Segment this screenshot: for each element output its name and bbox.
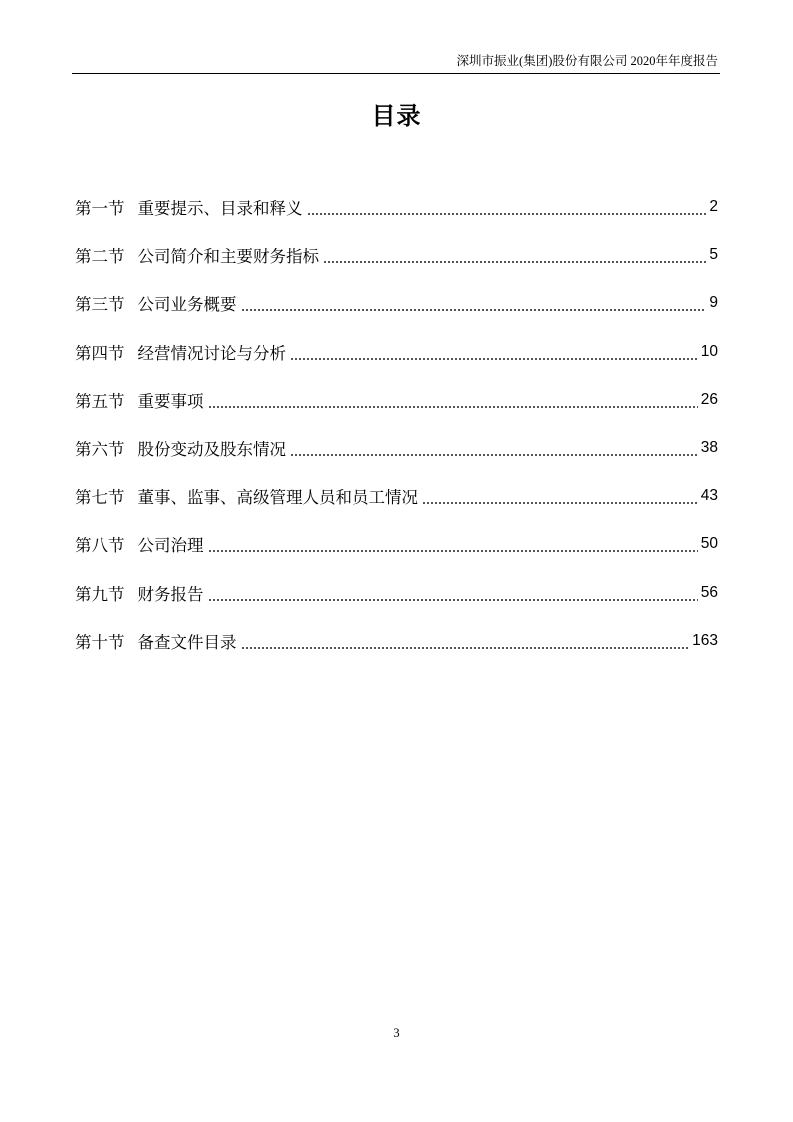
toc-entry[interactable] <box>75 376 718 424</box>
toc-entry-title: 经营情况讨论与分析 <box>137 343 286 363</box>
table-of-contents <box>75 183 718 665</box>
toc-section-label: 第二节 <box>75 247 125 267</box>
toc-entry[interactable] <box>75 569 718 617</box>
toc-section-label: 第五节 <box>75 391 125 411</box>
dot-leader <box>290 358 698 360</box>
toc-entry[interactable] <box>75 424 718 472</box>
toc-entry-title: 财务报告 <box>137 584 204 604</box>
header-divider <box>72 73 720 74</box>
toc-page-number: 26 <box>700 390 718 408</box>
dot-leader <box>241 647 690 649</box>
toc-entry[interactable] <box>75 279 718 327</box>
toc-entry-title: 公司简介和主要财务指标 <box>137 247 319 267</box>
dot-leader <box>422 502 698 504</box>
toc-section-label: 第三节 <box>75 295 125 315</box>
toc-page-number: 56 <box>700 583 718 601</box>
toc-section-label: 第九节 <box>75 584 125 604</box>
toc-entry[interactable] <box>75 520 718 568</box>
toc-page-number: 38 <box>700 439 718 457</box>
toc-entry[interactable] <box>75 231 718 279</box>
dot-leader <box>208 406 698 408</box>
dot-leader <box>208 599 698 601</box>
toc-section-label: 第七节 <box>75 488 125 508</box>
toc-entry-title: 股份变动及股东情况 <box>137 440 286 460</box>
toc-entry[interactable] <box>75 617 718 665</box>
toc-entry[interactable] <box>75 328 718 376</box>
toc-page-number: 50 <box>700 535 718 553</box>
toc-section-label: 第一节 <box>75 199 125 219</box>
page-title: 目录 <box>371 103 422 130</box>
toc-entry-title: 备查文件目录 <box>137 632 237 652</box>
toc-page-number: 43 <box>700 487 718 505</box>
toc-entry-title: 重要事项 <box>137 391 204 411</box>
toc-entry[interactable] <box>75 472 718 520</box>
report-header-title: 深圳市振业(集团)股份有限公司 2020年年度报告 <box>456 54 718 68</box>
dot-leader <box>307 213 707 215</box>
toc-entry-title: 重要提示、目录和释义 <box>137 199 303 219</box>
dot-leader <box>290 454 698 456</box>
toc-entry-title: 董事、监事、高级管理人员和员工情况 <box>137 488 418 508</box>
toc-section-label: 第四节 <box>75 343 125 363</box>
dot-leader <box>241 309 707 311</box>
toc-page-number: 9 <box>709 294 718 312</box>
toc-entry-title: 公司业务概要 <box>137 295 237 315</box>
toc-entry-title: 公司治理 <box>137 536 204 556</box>
toc-section-label: 第八节 <box>75 536 125 556</box>
toc-page-number: 163 <box>692 631 718 649</box>
toc-page-number: 5 <box>709 246 718 264</box>
dot-leader <box>208 550 698 552</box>
page-number: 3 <box>393 1026 400 1040</box>
toc-page-number: 2 <box>709 198 718 216</box>
dot-leader <box>323 261 706 263</box>
toc-entry[interactable] <box>75 183 718 231</box>
toc-section-label: 第六节 <box>75 440 125 460</box>
toc-page-number: 10 <box>700 342 718 360</box>
toc-section-label: 第十节 <box>75 632 125 652</box>
